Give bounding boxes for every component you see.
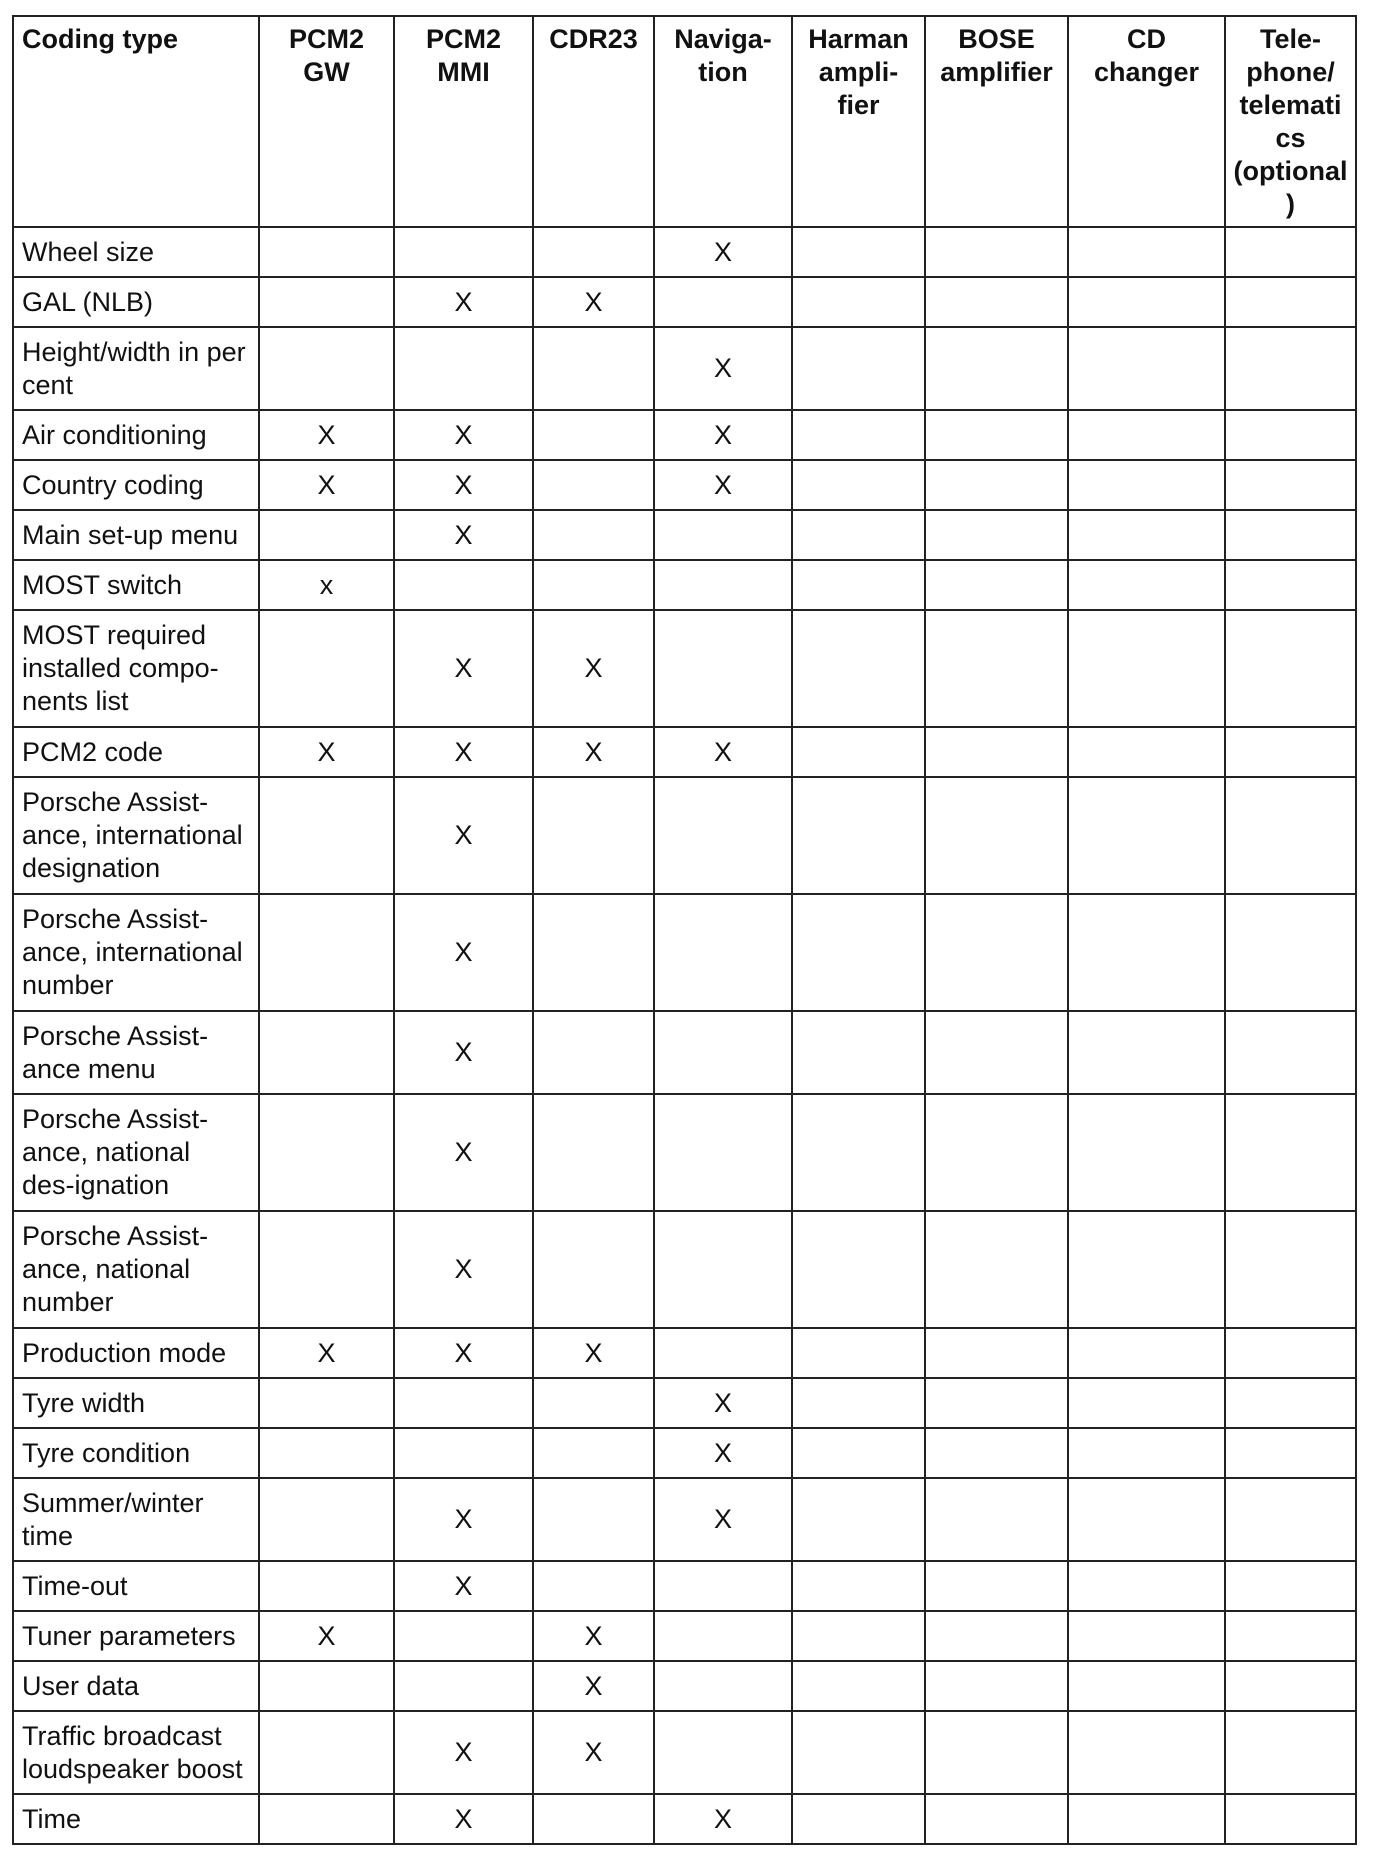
mark-cell <box>792 727 925 777</box>
mark-cell <box>533 560 654 610</box>
mark-cell <box>1225 727 1356 777</box>
table-row <box>13 1478 1356 1561</box>
mark-cell <box>792 327 925 410</box>
mark-cell: X <box>394 410 533 460</box>
mark-cell <box>792 1794 925 1844</box>
mark-cell <box>925 460 1068 510</box>
table-row <box>13 1611 1356 1661</box>
coding-type-table <box>12 15 1357 1845</box>
coding-type-label: Porsche Assist-ance, national des-ignation <box>13 1094 259 1211</box>
mark-cell: X <box>654 1478 792 1561</box>
table-row <box>13 510 1356 560</box>
mark-cell <box>654 1094 792 1211</box>
mark-cell <box>925 777 1068 894</box>
mark-cell <box>925 610 1068 727</box>
mark-cell <box>1225 410 1356 460</box>
mark-cell: X <box>259 1328 394 1378</box>
mark-cell <box>792 610 925 727</box>
mark-cell <box>533 777 654 894</box>
mark-cell <box>1068 510 1225 560</box>
mark-cell <box>925 1711 1068 1794</box>
coding-type-label: Porsche Assist-ance, international number <box>13 894 259 1011</box>
mark-cell <box>533 1428 654 1478</box>
table-row <box>13 1711 1356 1794</box>
mark-cell <box>394 560 533 610</box>
mark-cell <box>1068 777 1225 894</box>
mark-cell <box>1068 1478 1225 1561</box>
mark-cell <box>259 1094 394 1211</box>
mark-cell: X <box>394 510 533 560</box>
mark-cell <box>925 1011 1068 1094</box>
mark-cell: X <box>654 1794 792 1844</box>
mark-cell <box>394 1378 533 1428</box>
table-row <box>13 727 1356 777</box>
table-row <box>13 894 1356 1011</box>
mark-cell <box>1068 1611 1225 1661</box>
mark-cell <box>533 460 654 510</box>
coding-type-label: Wheel size <box>13 227 259 277</box>
mark-cell: X <box>394 1011 533 1094</box>
mark-cell <box>792 777 925 894</box>
mark-cell <box>394 227 533 277</box>
mark-cell <box>792 1661 925 1711</box>
mark-cell <box>792 1094 925 1211</box>
table-row <box>13 327 1356 410</box>
mark-cell <box>654 1328 792 1378</box>
coding-type-label: Porsche Assist-ance, international designation <box>13 777 259 894</box>
mark-cell <box>654 1011 792 1094</box>
mark-cell: X <box>394 777 533 894</box>
mark-cell <box>1068 327 1225 410</box>
table-row <box>13 1011 1356 1094</box>
mark-cell: X <box>654 1378 792 1428</box>
mark-cell <box>792 560 925 610</box>
mark-cell <box>533 510 654 560</box>
coding-type-label: MOST switch <box>13 560 259 610</box>
mark-cell <box>654 610 792 727</box>
mark-cell <box>1225 1211 1356 1328</box>
mark-cell <box>1068 277 1225 327</box>
header-coding-type: Coding type <box>13 16 259 227</box>
mark-cell <box>925 1794 1068 1844</box>
mark-cell <box>925 410 1068 460</box>
mark-cell <box>925 227 1068 277</box>
mark-cell <box>533 1561 654 1611</box>
mark-cell <box>654 1561 792 1611</box>
mark-cell <box>1225 1011 1356 1094</box>
mark-cell <box>394 1428 533 1478</box>
mark-cell <box>1225 1428 1356 1478</box>
mark-cell <box>259 1378 394 1428</box>
mark-cell <box>1068 1011 1225 1094</box>
mark-cell <box>792 227 925 277</box>
mark-cell: X <box>394 1094 533 1211</box>
mark-cell <box>925 894 1068 1011</box>
table-row <box>13 1428 1356 1478</box>
mark-cell <box>259 1561 394 1611</box>
mark-cell <box>1225 610 1356 727</box>
header-cdr23: CDR23 <box>533 16 654 227</box>
header-row <box>13 16 1356 227</box>
header-telephone-telematics: Tele-phone/ telematics (optional) <box>1225 16 1356 227</box>
mark-cell <box>533 1794 654 1844</box>
mark-cell <box>1068 1094 1225 1211</box>
mark-cell: X <box>394 610 533 727</box>
mark-cell <box>259 227 394 277</box>
mark-cell: X <box>533 1711 654 1794</box>
mark-cell <box>533 1011 654 1094</box>
mark-cell <box>1225 1328 1356 1378</box>
header-harman-amplifier: Harman ampli-fier <box>792 16 925 227</box>
mark-cell <box>792 1378 925 1428</box>
mark-cell <box>259 1711 394 1794</box>
table-row <box>13 1094 1356 1211</box>
mark-cell: X <box>259 410 394 460</box>
mark-cell <box>654 510 792 560</box>
mark-cell <box>394 1661 533 1711</box>
coding-type-label: Tyre width <box>13 1378 259 1428</box>
mark-cell <box>533 1211 654 1328</box>
header-pcm2-gw: PCM2 GW <box>259 16 394 227</box>
table-row <box>13 1561 1356 1611</box>
mark-cell <box>654 777 792 894</box>
mark-cell <box>259 510 394 560</box>
mark-cell <box>1068 1328 1225 1378</box>
mark-cell <box>259 610 394 727</box>
mark-cell <box>792 894 925 1011</box>
mark-cell <box>1225 277 1356 327</box>
table-row <box>13 410 1356 460</box>
mark-cell <box>792 1428 925 1478</box>
mark-cell <box>1225 777 1356 894</box>
coding-type-label: Summer/winter time <box>13 1478 259 1561</box>
mark-cell <box>1068 410 1225 460</box>
mark-cell: X <box>654 410 792 460</box>
mark-cell: X <box>394 894 533 1011</box>
table-row <box>13 1378 1356 1428</box>
mark-cell <box>654 277 792 327</box>
mark-cell <box>792 1011 925 1094</box>
mark-cell: X <box>394 460 533 510</box>
coding-type-label: Tuner parameters <box>13 1611 259 1661</box>
mark-cell <box>792 410 925 460</box>
mark-cell <box>259 1794 394 1844</box>
mark-cell: X <box>394 1711 533 1794</box>
mark-cell: X <box>394 1211 533 1328</box>
mark-cell <box>533 894 654 1011</box>
table-row <box>13 460 1356 510</box>
coding-type-label: Traffic broadcast loudspeaker boost <box>13 1711 259 1794</box>
mark-cell <box>1068 560 1225 610</box>
mark-cell: X <box>394 1561 533 1611</box>
mark-cell <box>925 560 1068 610</box>
mark-cell <box>792 460 925 510</box>
mark-cell <box>925 277 1068 327</box>
mark-cell <box>1068 1428 1225 1478</box>
mark-cell <box>1225 1561 1356 1611</box>
mark-cell <box>925 1611 1068 1661</box>
mark-cell <box>925 727 1068 777</box>
mark-cell <box>394 1611 533 1661</box>
mark-cell <box>792 277 925 327</box>
mark-cell <box>1225 1478 1356 1561</box>
mark-cell: X <box>394 1478 533 1561</box>
mark-cell <box>259 277 394 327</box>
coding-type-label: MOST required installed compo-nents list <box>13 610 259 727</box>
coding-type-label: Main set-up menu <box>13 510 259 560</box>
header-pcm2-mmi: PCM2 MMI <box>394 16 533 227</box>
mark-cell: X <box>533 1611 654 1661</box>
coding-type-label: GAL (NLB) <box>13 277 259 327</box>
mark-cell <box>259 1661 394 1711</box>
mark-cell <box>925 1561 1068 1611</box>
mark-cell: X <box>394 1794 533 1844</box>
mark-cell: X <box>533 1661 654 1711</box>
coding-type-label: Country coding <box>13 460 259 510</box>
table-row <box>13 777 1356 894</box>
header-bose-amplifier: BOSE amplifier <box>925 16 1068 227</box>
mark-cell <box>654 1661 792 1711</box>
coding-type-label: Time <box>13 1794 259 1844</box>
mark-cell <box>259 1478 394 1561</box>
mark-cell <box>259 777 394 894</box>
table-row <box>13 1328 1356 1378</box>
mark-cell: X <box>654 327 792 410</box>
mark-cell <box>925 510 1068 560</box>
table-row <box>13 610 1356 727</box>
mark-cell <box>533 1478 654 1561</box>
mark-cell <box>1068 1211 1225 1328</box>
mark-cell <box>925 1328 1068 1378</box>
mark-cell <box>1068 1661 1225 1711</box>
mark-cell <box>792 1611 925 1661</box>
coding-type-label: Production mode <box>13 1328 259 1378</box>
mark-cell <box>792 1711 925 1794</box>
mark-cell <box>925 1428 1068 1478</box>
mark-cell <box>925 1661 1068 1711</box>
mark-cell <box>654 560 792 610</box>
table-row <box>13 277 1356 327</box>
mark-cell <box>1225 460 1356 510</box>
mark-cell: X <box>654 227 792 277</box>
mark-cell <box>1225 894 1356 1011</box>
table-row <box>13 1661 1356 1711</box>
table-row <box>13 227 1356 277</box>
mark-cell <box>1068 1561 1225 1611</box>
coding-type-label: Tyre condition <box>13 1428 259 1478</box>
coding-type-label: User data <box>13 1661 259 1711</box>
mark-cell: X <box>259 727 394 777</box>
mark-cell: X <box>533 1328 654 1378</box>
table-row <box>13 1211 1356 1328</box>
mark-cell <box>1068 1711 1225 1794</box>
mark-cell: X <box>394 727 533 777</box>
mark-cell <box>259 327 394 410</box>
mark-cell <box>925 327 1068 410</box>
mark-cell: X <box>394 1328 533 1378</box>
mark-cell <box>259 894 394 1011</box>
table-body <box>13 227 1356 1844</box>
mark-cell <box>259 1211 394 1328</box>
mark-cell <box>1068 1378 1225 1428</box>
mark-cell <box>654 1211 792 1328</box>
mark-cell <box>1225 560 1356 610</box>
coding-type-label: Porsche Assist-ance menu <box>13 1011 259 1094</box>
mark-cell <box>1068 894 1225 1011</box>
mark-cell <box>792 1328 925 1378</box>
header-navigation: Naviga-tion <box>654 16 792 227</box>
mark-cell <box>925 1478 1068 1561</box>
mark-cell <box>533 327 654 410</box>
mark-cell <box>1225 1794 1356 1844</box>
mark-cell: X <box>533 727 654 777</box>
mark-cell <box>1068 727 1225 777</box>
mark-cell <box>1225 1661 1356 1711</box>
mark-cell <box>925 1378 1068 1428</box>
mark-cell <box>654 894 792 1011</box>
coding-type-label: Time-out <box>13 1561 259 1611</box>
mark-cell: X <box>654 1428 792 1478</box>
mark-cell <box>654 1711 792 1794</box>
table-row <box>13 560 1356 610</box>
mark-cell <box>792 510 925 560</box>
mark-cell <box>533 1094 654 1211</box>
mark-cell <box>1225 1711 1356 1794</box>
table-row <box>13 1794 1356 1844</box>
coding-type-label: Porsche Assist-ance, national number <box>13 1211 259 1328</box>
mark-cell: X <box>533 610 654 727</box>
mark-cell <box>259 1011 394 1094</box>
mark-cell <box>533 1378 654 1428</box>
mark-cell <box>533 227 654 277</box>
mark-cell: X <box>259 460 394 510</box>
mark-cell <box>1225 327 1356 410</box>
mark-cell <box>1068 227 1225 277</box>
mark-cell <box>1225 1094 1356 1211</box>
mark-cell <box>654 1611 792 1661</box>
coding-type-label: Air conditioning <box>13 410 259 460</box>
mark-cell: X <box>259 1611 394 1661</box>
mark-cell <box>259 1428 394 1478</box>
mark-cell: X <box>394 277 533 327</box>
mark-cell <box>1068 1794 1225 1844</box>
mark-cell <box>925 1211 1068 1328</box>
mark-cell <box>1225 1378 1356 1428</box>
coding-type-label: PCM2 code <box>13 727 259 777</box>
mark-cell <box>792 1211 925 1328</box>
mark-cell <box>394 327 533 410</box>
mark-cell <box>1068 460 1225 510</box>
mark-cell <box>1225 510 1356 560</box>
mark-cell: x <box>259 560 394 610</box>
mark-cell <box>533 410 654 460</box>
mark-cell <box>1225 227 1356 277</box>
coding-type-label: Height/width in per cent <box>13 327 259 410</box>
mark-cell: X <box>654 727 792 777</box>
header-cd-changer: CD changer <box>1068 16 1225 227</box>
mark-cell <box>1068 610 1225 727</box>
mark-cell: X <box>654 460 792 510</box>
mark-cell <box>925 1094 1068 1211</box>
mark-cell <box>792 1478 925 1561</box>
mark-cell: X <box>533 277 654 327</box>
mark-cell <box>792 1561 925 1611</box>
mark-cell <box>1225 1611 1356 1661</box>
